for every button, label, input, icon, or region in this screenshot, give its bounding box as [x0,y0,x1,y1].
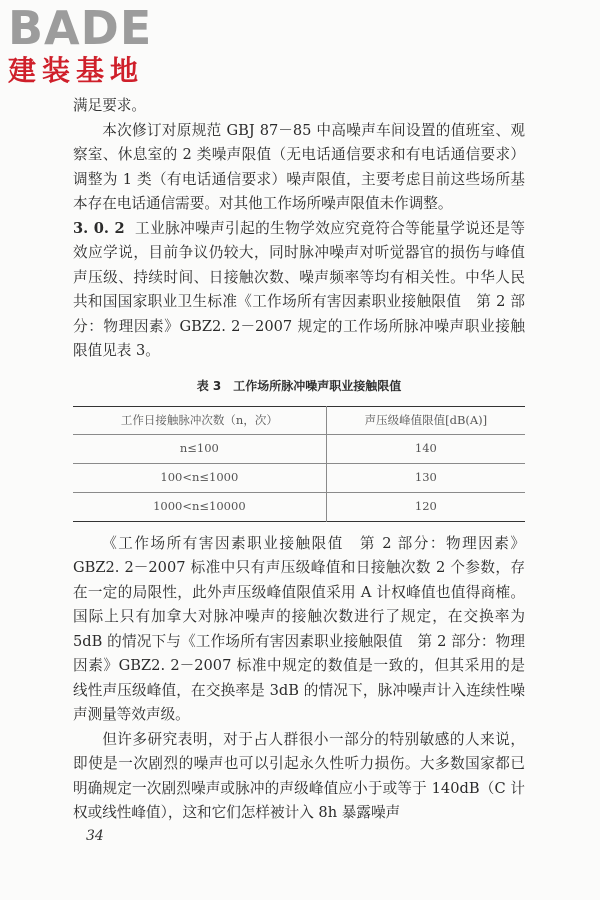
column-header: 声压级峰值限值[dB(A)] [326,407,525,435]
table-cell: 140 [326,434,525,463]
table-caption: 表 3 工作场所脉冲噪声职业接触限值 [196,378,402,393]
table-cell: n≤100 [73,434,326,463]
paragraph-continued: 满足要求。 [73,97,146,114]
table-cell: 120 [326,492,525,521]
paragraph-standard-analysis: 《工作场所有害因素职业接触限值 第 2 部分：物理因素》GBZ2. 2－2007 标准中只有声压级峰值和日接触次数 2 个参数，存在一定的局限性，此外声压级峰值限值采用 A 计权峰值也值得商榷。国际上只有加拿大对脉冲噪声的接触次数进行了规定，在交换率为 5dB 的情况下与《工作场所有害因素职业接触限值 第 2 部分：物理因素》GBZ2. 2－2007 标准中规定的数值是一致的，但其采用的是线性声压级峰值，在交换率是 3dB 的情况下，脉冲噪声计入连续性噪声测量等效声级。 [73,534,525,723]
section-3-0-2 [73,217,525,364]
table-row [73,492,525,521]
table-row [73,463,525,492]
table-header-row [73,407,525,435]
section-text: 工业脉冲噪声引起的生物学效应究竟符合等能量学说还是等效应学说，目前争议仍较大，同时脉冲噪声对听觉器官的损伤与峰值声压级、持续时间、日接触次数、噪声频率等均有相关性。中华人民共和国国家职业卫生标准《工作场所有害因素职业接触限值 第 2 部分：物理因素》GBZ2. 2－2007 规定的工作场所脉冲噪声职业接触限值见表 3。 [73,219,525,359]
logo-subtitle: 建装基地 [8,54,145,87]
document-body [73,94,525,826]
site-logo [8,1,178,88]
paragraph-research: 但许多研究表明，对于占人群很小一部分的特别敏感的人来说，即使是一次剧烈的噪声也可以引起永久性听力损伤。大多数国家都已明确规定一次剧烈噪声或脉冲的声级峰值应小于或等于 140dB（C 计权或线性峰值），这和它们怎样被计入 8h 暴露噪声 [73,730,525,821]
column-header: 工作日接触脉冲次数（n，次） [73,407,326,435]
pulse-noise-limit-table [73,406,525,522]
page-number: 34 [86,828,104,844]
paragraph-revision: 本次修订对原规范 GBJ 87－85 中高噪声车间设置的值班室、观察室、休息室的 2 类噪声限值（无电话通信要求和有电话通信要求）调整为 1 类（有电话通信要求）噪声限值，主要考虑目前这些场所基本存在电话通信需要。对其他工作场所噪声限值未作调整。 [73,121,525,212]
logo-word: BADE [8,1,153,55]
section-number: 3. 0. 2 [73,219,125,237]
table-cell: 100<n≤1000 [73,463,326,492]
table-row [73,434,525,463]
table-cell: 130 [326,463,525,492]
table-cell: 1000<n≤10000 [73,492,326,521]
